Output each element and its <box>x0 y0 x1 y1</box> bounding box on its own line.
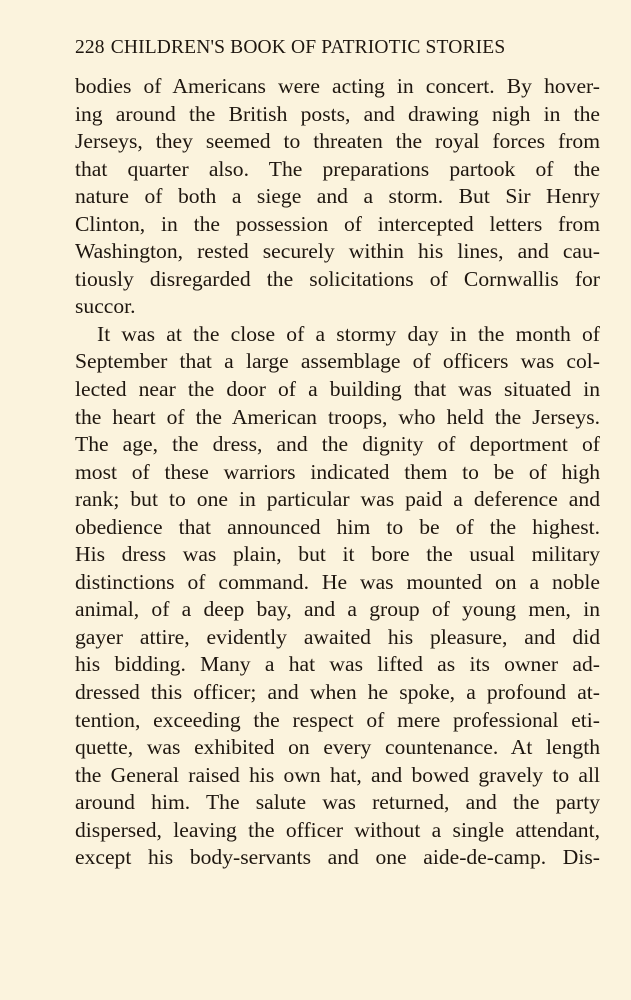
running-title: CHILDREN'S BOOK OF PATRIOTIC STORIES <box>110 37 506 58</box>
text-line: obedience that announced him to be of the highest. <box>75 514 600 539</box>
text-line: tiously disregarded the solicitations of Cornwallis for <box>75 266 600 291</box>
text-line: his bidding. Many a hat was lifted as its owner ad- <box>75 652 600 677</box>
text-line: most of these warriors indicated them to be of high <box>75 459 600 484</box>
text-line: dressed this officer; and when he spoke, a profound at- <box>75 680 600 705</box>
text-line: Jerseys, they seemed to threaten the royal forces from <box>75 129 600 154</box>
text-line: the heart of the American troops, who held the Jerseys. <box>75 404 600 429</box>
text-line: tention, exceeding the respect of mere professional eti- <box>75 707 600 732</box>
text-line: around him. The salute was returned, and the party <box>75 790 600 815</box>
text-line: dispersed, leaving the officer without a single attendant, <box>75 817 600 842</box>
text-line: bodies of Americans were acting in concert. By hover- <box>75 74 600 98</box>
text-line: the General raised his own hat, and bowed gravely to all <box>75 762 600 787</box>
text-line: quette, was exhibited on every countenance. At length <box>75 735 600 760</box>
text-line: Clinton, in the possession of intercepted letters from <box>75 211 600 236</box>
text-line: His dress was plain, but it bore the usual military <box>75 542 600 567</box>
text-line: Washington, rested securely within his lines, and cau- <box>75 239 600 264</box>
text-line: gayer attire, evidently awaited his pleasure, and did <box>75 624 600 649</box>
text-line: nature of both a siege and a storm. But Sir Henry <box>75 184 600 209</box>
page-number: 228 <box>75 37 105 58</box>
text-line: except his body-servants and one aide-de-camp. Dis- <box>75 845 600 870</box>
text-line: It was at the close of a stormy day in the month of <box>97 321 600 346</box>
text-line: that quarter also. The preparations partook of the <box>75 156 600 181</box>
text-line: ing around the British posts, and drawing nigh in the <box>75 101 600 126</box>
text-line: succor. <box>75 294 136 319</box>
text-line: distinctions of command. He was mounted on a noble <box>75 569 600 594</box>
text-line: The age, the dress, and the dignity of deportment of <box>75 432 600 457</box>
text-line: September that a large assemblage of officers was col- <box>75 349 600 374</box>
text-line: lected near the door of a building that was situated in <box>75 377 600 402</box>
body-text <box>75 73 600 872</box>
running-header <box>75 36 561 60</box>
text-line: rank; but to one in particular was paid a deference and <box>75 487 600 512</box>
text-line: animal, of a deep bay, and a group of young men, in <box>75 597 600 622</box>
